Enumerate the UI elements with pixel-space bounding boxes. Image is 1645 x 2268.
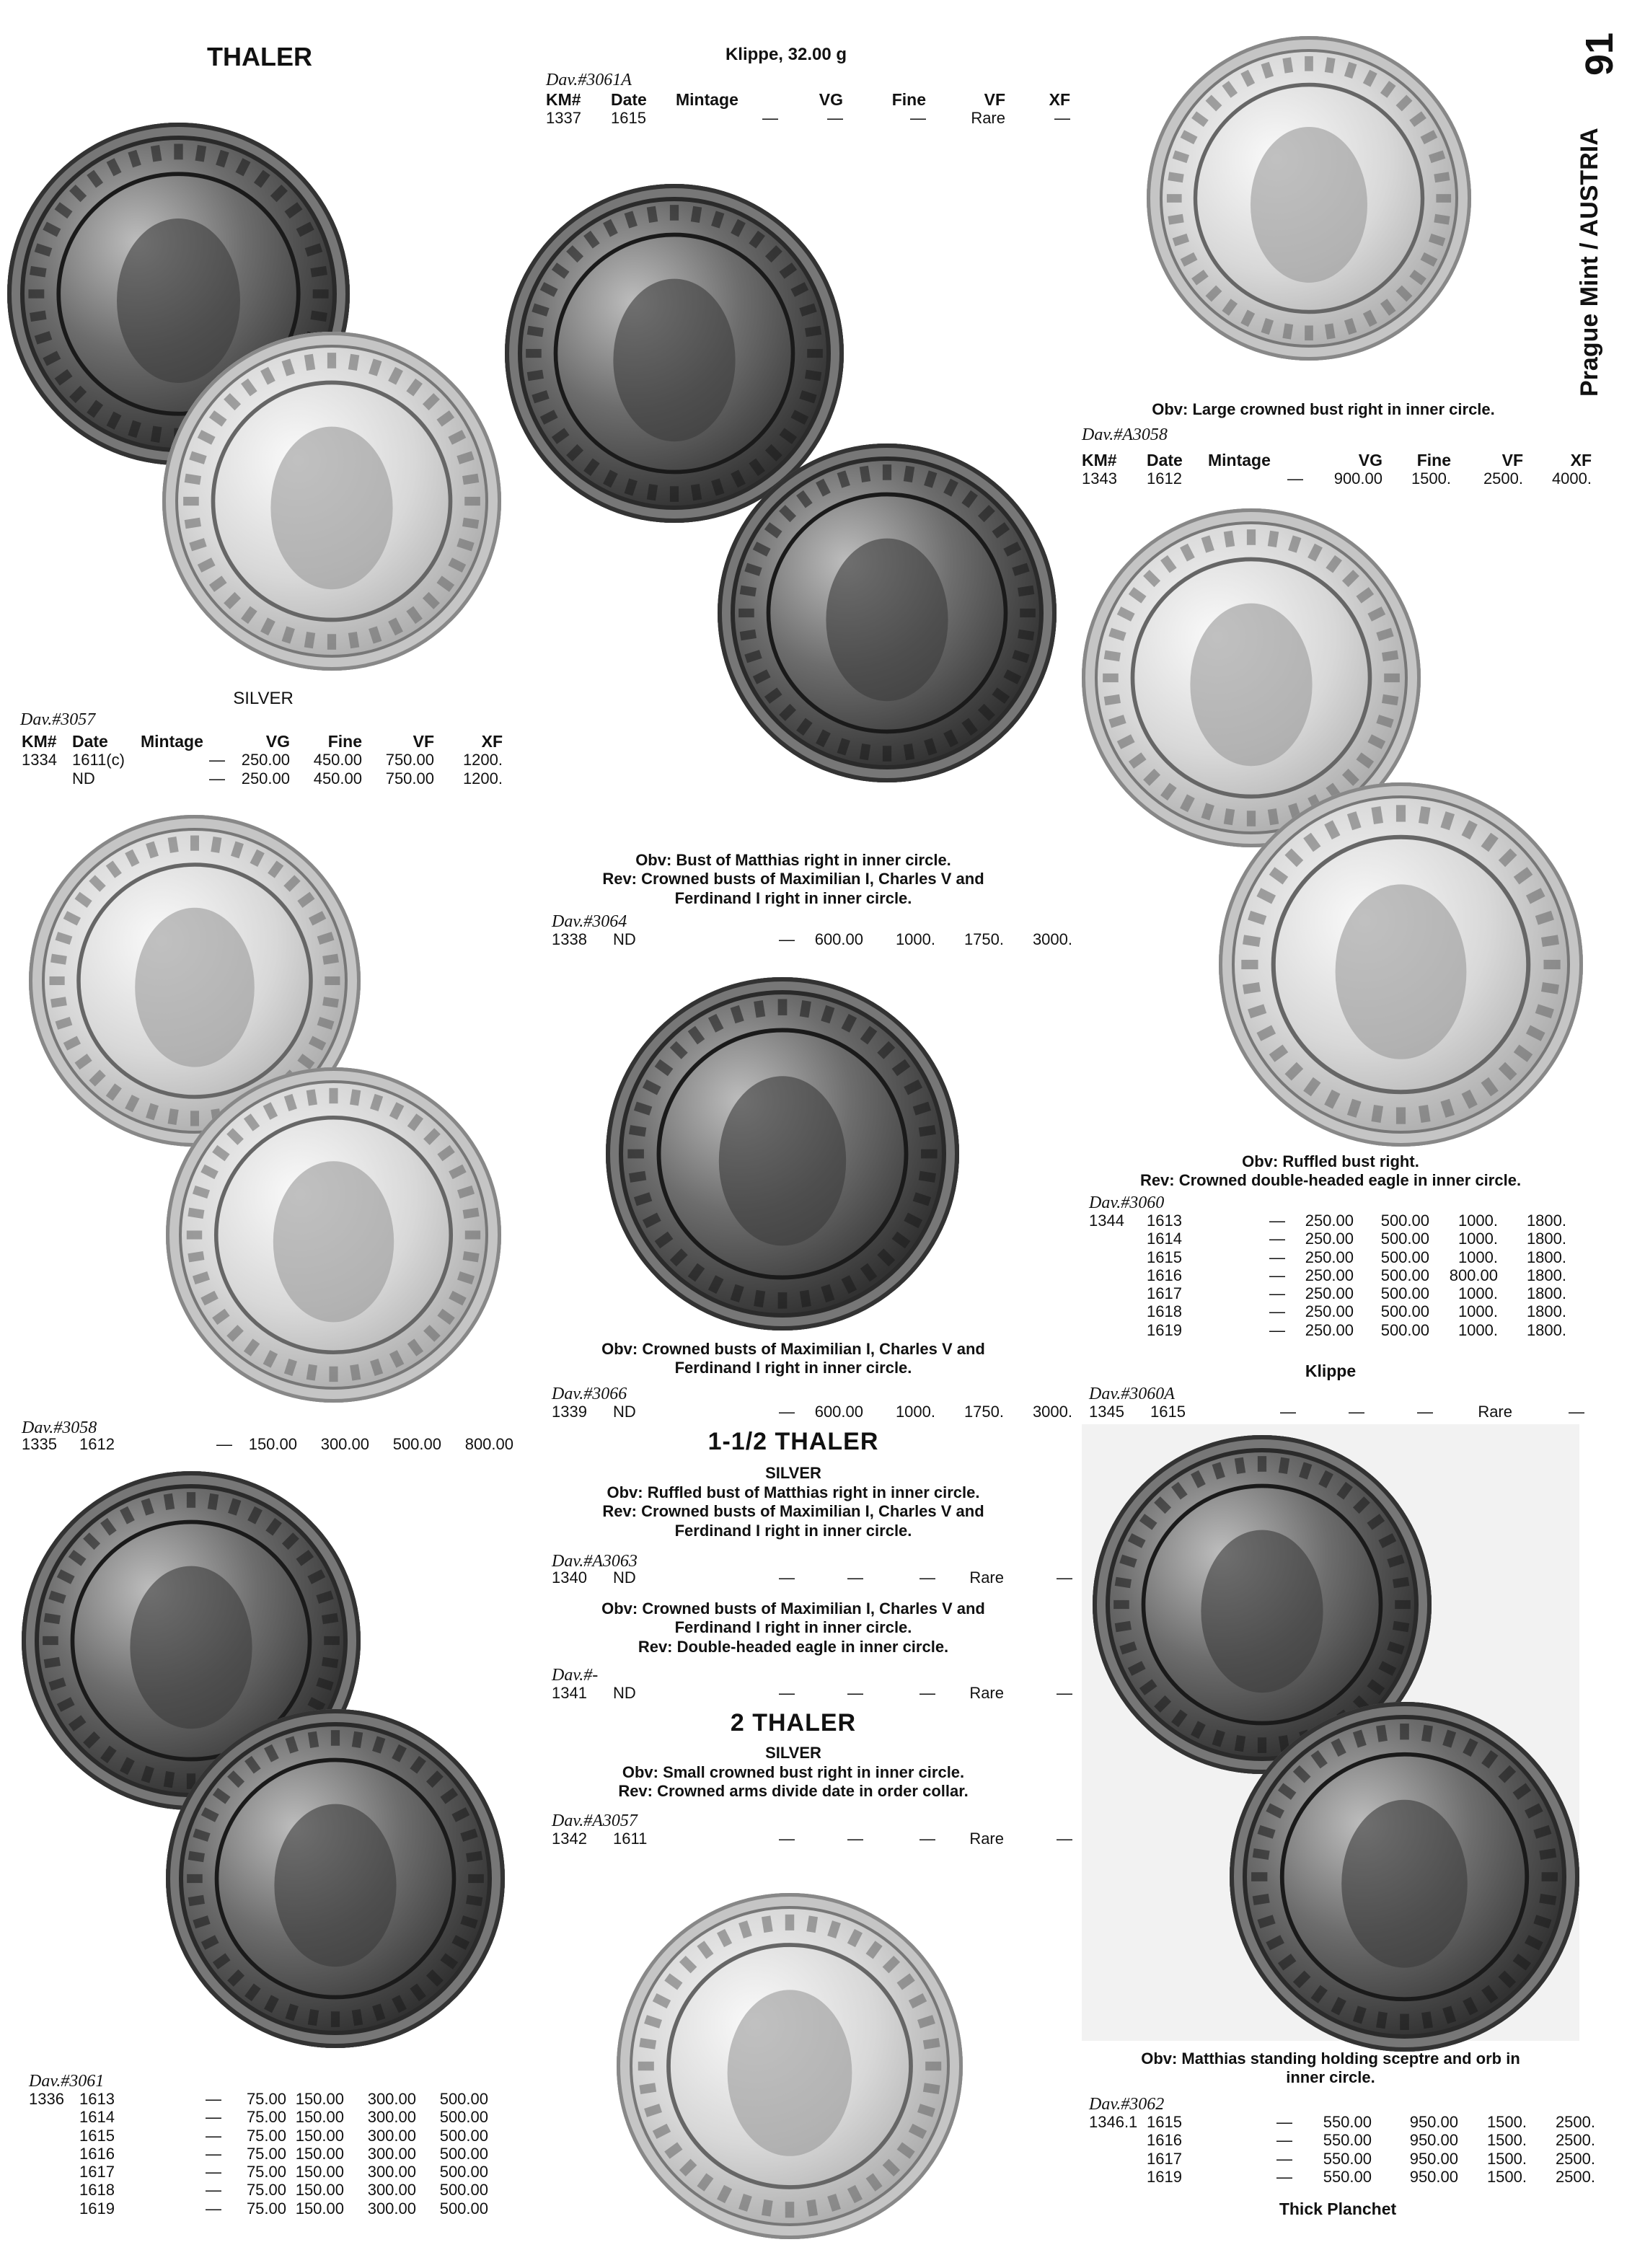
metal-label: SILVER [233,689,294,708]
coin-1337-reverse-three-busts [718,444,1057,782]
description-1341: Obv: Crowned busts of Maximilian I, Charles V and Ferdinand I right in inner circle. Rev: Double-headed eagle in inner circle. [601,1599,985,1656]
table-row: 1614 — 250.00 500.00 1000. 1800. [1147,1230,1566,1248]
page-number: 91 [1578,32,1621,76]
dav-number: Dav.#3060A [1089,1385,1175,1403]
description-1339: Obv: Crowned busts of Maximilian I, Charles V and Ferdinand I right in inner circle. [601,1340,985,1377]
klippe-title: Klippe, 32.00 g [725,45,847,64]
table-row: 1344 1613 — 250.00 500.00 1000. 1800. [1089,1212,1566,1230]
coin-detail [166,1067,501,1403]
table-header-row: KM# Date Mintage VG Fine VF XF [546,90,1070,109]
section-title-2-thaler: 2 THALER [730,1709,857,1737]
catalog-table-1337 [546,90,1076,128]
running-header-label: Prague Mint / AUSTRIA [1576,128,1603,397]
catalog-table-1338 [552,930,1078,948]
catalog-table-1336 [29,2090,494,2218]
table-row: 1343 1612 — 900.00 1500. 2500. 4000. [1082,469,1592,488]
catalog-table-1341 [552,1684,1078,1702]
coin-detail [606,977,959,1331]
catalog-table-1342 [552,1830,1078,1848]
table-row: 1619 — 550.00 950.00 1500. 2500. [1147,2167,1595,2186]
coin-1346-reverse-eagle [1230,1702,1579,2052]
dav-number: Dav.#3057 [20,710,96,729]
coin-detail [162,332,501,671]
table-row: 1336 1613 — 75.00 150.00 300.00 500.00 [29,2090,488,2108]
table-row: 1617 — 250.00 500.00 1000. 1800. [1147,1284,1566,1303]
coin-1334-reverse-arms [162,332,501,671]
metal-label: SILVER [765,1464,821,1482]
dav-number: Dav.#A3057 [552,1812,638,1830]
dav-number: Dav.#3066 [552,1385,627,1403]
coin-1339-eagle [606,977,959,1331]
table-header-row: KM# Date Mintage VG Fine VF XF [1082,451,1592,469]
dav-number: Dav.#A3063 [552,1552,638,1571]
running-header [1576,22,1626,397]
catalog-table-1340 [552,1568,1078,1587]
catalog-table-1335 [22,1435,519,1453]
coin-detail [1147,36,1471,361]
description-1342: Obv: Small crowned bust right in inner circle. Rev: Crowned arms divide date in order collar. [618,1763,969,1801]
catalog-table-1344 [1089,1212,1572,1339]
table-row: 1618 — 75.00 150.00 300.00 500.00 [79,2181,488,2199]
coin-detail [1219,782,1583,1147]
table-row: 1335 1612 — 150.00 300.00 500.00 800.00 [22,1435,513,1453]
coin-detail [1230,1702,1579,2052]
coin-detail [166,1709,505,2048]
table-row: 1345 1615 — — — Rare — [1089,1403,1584,1421]
table-row: 1337 1615 — — — Rare — [546,109,1070,128]
catalog-table-1334 [22,732,508,787]
klippe-label: Klippe [1305,1362,1357,1380]
section-title-1-1-2-thaler: 1-1/2 THALER [707,1428,879,1455]
description-1343: Obv: Large crowned bust right in inner circle. [1152,400,1495,418]
table-row: 1618 — 250.00 500.00 1000. 1800. [1147,1302,1566,1321]
coin-1343-reverse-arms [1147,36,1471,361]
catalog-table-1339 [552,1403,1078,1421]
dav-number: Dav.#3061 [29,2072,105,2091]
dav-number: Dav.#3058 [22,1418,97,1437]
description-1338: Obv: Bust of Matthias right in inner circle. Rev: Crowned busts of Maximilian I, Charles V and Ferdinand I right in inner circle. [602,851,984,907]
catalog-table-1345 [1089,1403,1590,1421]
coin-1336-reverse-eagle [166,1709,505,2048]
section-title-thaler: THALER [207,42,312,71]
catalog-table-1346 [1089,2113,1601,2186]
description-1344: Obv: Ruffled bust right. Rev: Crowned double-headed eagle in inner circle. [1139,1152,1522,1190]
dav-number: Dav.#3060 [1089,1193,1165,1212]
coin-1335-reverse-arms [166,1067,501,1403]
table-row: 1614 — 75.00 150.00 300.00 500.00 [79,2108,488,2127]
table-row: 1616 — 550.00 950.00 1500. 2500. [1147,2131,1595,2150]
table-row: 1346.1 1615 — 550.00 950.00 1500. 2500. [1089,2113,1595,2131]
dav-number: Dav.#3061A [546,71,632,89]
catalog-table-1343 [1082,451,1597,488]
table-row: 1619 — 75.00 150.00 300.00 500.00 [79,2199,488,2218]
table-row: 1615 — 250.00 500.00 1000. 1800. [1147,1248,1566,1266]
thick-planchet-label: Thick Planchet [1279,2199,1397,2218]
dav-number: Dav.#3064 [552,912,627,931]
table-row: 1616 — 250.00 500.00 800.00 1800. [1147,1266,1566,1284]
table-row: ND — 250.00 450.00 750.00 1200. [72,769,503,787]
table-row: 1339 ND — 600.00 1000. 1750. 3000. [552,1403,1072,1421]
coin-detail [617,1893,963,2239]
dav-number: Dav.#- [552,1666,599,1685]
table-row: 1338 ND — 600.00 1000. 1750. 3000. [552,930,1072,948]
metal-label: SILVER [765,1744,821,1762]
dav-number: Dav.#A3058 [1082,425,1168,444]
coin-1342-obverse-bust [617,1893,963,2239]
table-row: 1617 — 75.00 150.00 300.00 500.00 [79,2163,488,2181]
coin-1344-reverse-eagle [1219,782,1583,1147]
dav-number: Dav.#3062 [1089,2095,1165,2114]
table-row: 1334 1611(c) — 250.00 450.00 750.00 1200. [22,751,503,769]
table-header-row: KM# Date Mintage VG Fine VF XF [22,732,503,751]
table-row: 1342 1611 — — — Rare — [552,1830,1072,1848]
table-row: 1615 — 75.00 150.00 300.00 500.00 [79,2126,488,2145]
table-row: 1617 — 550.00 950.00 1500. 2500. [1147,2149,1595,2168]
table-row: 1619 — 250.00 500.00 1000. 1800. [1147,1320,1566,1339]
description-1346: Obv: Matthias standing holding sceptre and orb in inner circle. [1141,2049,1520,2087]
table-row: 1341 ND — — — Rare — [552,1684,1072,1702]
coin-detail [718,444,1057,782]
description-1340: Obv: Ruffled bust of Matthias right in inner circle. Rev: Crowned busts of Maximilian I, Charles V and Ferdinand I right in inner circle. [602,1483,984,1540]
table-row: 1616 — 75.00 150.00 300.00 500.00 [79,2144,488,2163]
table-row: 1340 ND — — — Rare — [552,1568,1072,1587]
